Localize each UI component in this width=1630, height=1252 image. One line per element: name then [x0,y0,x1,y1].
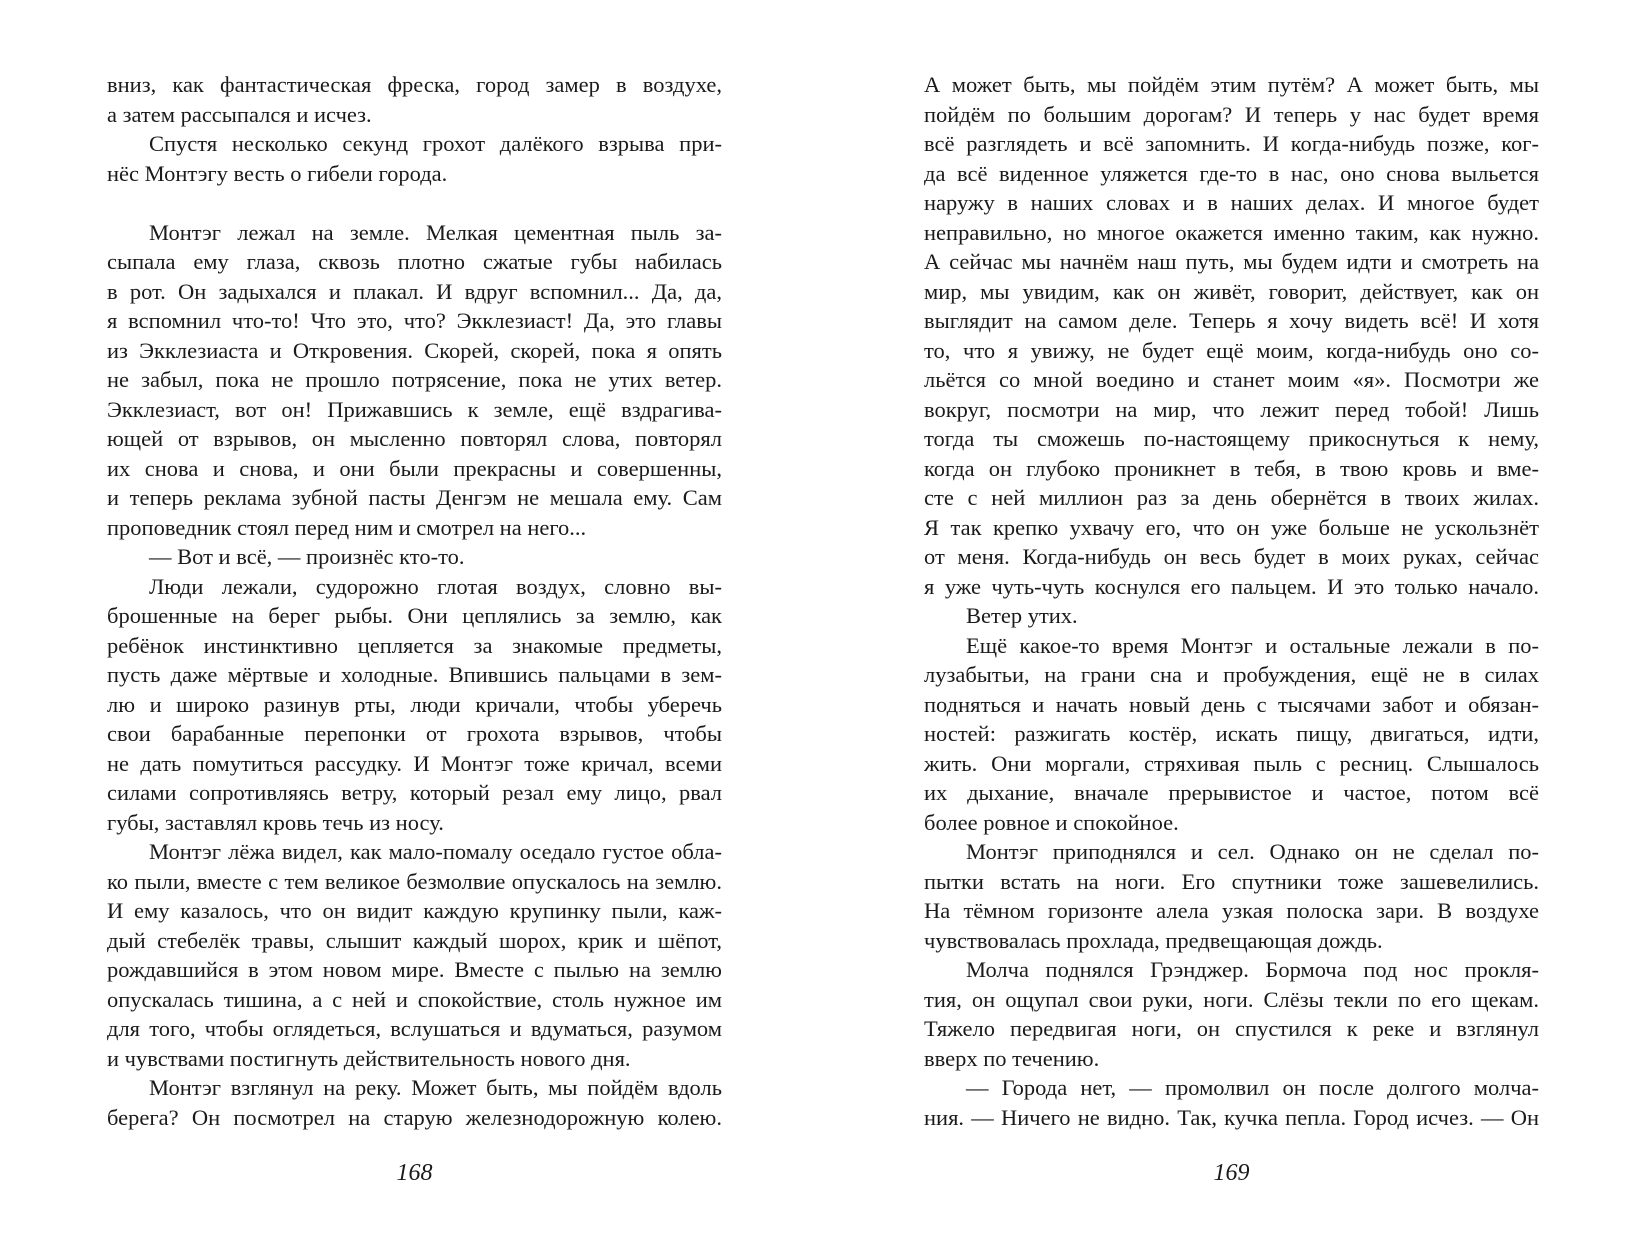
text-line: мир, мы увидим, как он живёт, говорит, действует, как он [924,278,1539,304]
text-line: лузабытьи, на грани сна и пробуждения, ещё не в силах [924,662,1539,687]
text-line: ния. — Ничего не видно. Так, кучка пепла. Город исчез. — Он [924,1104,1539,1130]
text-line: Спустя несколько секунд грохот далёкого взрыва при- [149,131,722,156]
right-page [924,70,1539,1190]
text-line: Монтэг лёжа видел, как мало-помалу оседало густое обла- [149,839,722,864]
text-line: да всё виденное уляжется где-то в нас, оно снова выльется [924,160,1539,186]
text-line: Ветер утих. [966,603,1078,628]
text-line: Я так крепко ухвачу его, что он уже больше не ускользнёт [924,514,1539,540]
text-line: — Вот и всё, — произнёс кто-то. [149,544,465,569]
text-line: вокруг, посмотри на мир, что лежит перед тобой! Лишь [924,396,1539,422]
text-line: я вспомнил что-то! Что это, что? Экклезиаст! Да, это главы [107,308,722,333]
page-number: 169 [1213,1160,1250,1186]
text-line: не забыл, пока не прошло потрясение, пока не утих ветер. [107,367,722,392]
text-line: из Экклезиаста и Откровения. Скорей, скорей, пока я опять [107,337,722,363]
text-line: берега? Он посмотрел на старую железнодорожную колею. [107,1104,722,1130]
text-line: а затем рассыпался и исчез. [107,101,372,127]
text-line: ко пыли, вместе с тем великое безмолвие опускалось на землю. [107,868,722,894]
section-break [107,188,722,218]
text-line: свои барабанные перепонки от грохота взрывов, чтобы [107,721,722,746]
text-line: сте с ней миллион раз за день обернётся в твоих жилах. [924,485,1539,510]
text-line: дый стебелёк травы, слышит каждый шорох, крик и шёпот, [107,927,722,953]
text-line: и чувствами постигнуть действительность нового дня. [107,1045,631,1071]
text-line: я уже чуть-чуть коснулся его пальцем. И это только начало. [924,573,1539,599]
text-line: их снова и снова, и они были прекрасны и совершенны, [107,455,722,481]
text-line: Экклезиаст, вот он! Прижавшись к земле, ещё вздрагива- [107,396,722,422]
text-line: Монтэг взглянул на реку. Может быть, мы пойдём вдоль [149,1075,722,1100]
text-line: нёс Монтэгу весть о гибели города. [107,160,448,186]
page-number: 168 [396,1160,433,1186]
text-line: пытки встать на ноги. Его спутники тоже зашевелились. [924,868,1539,894]
text-line: от меня. Когда-нибудь он весь будет в моих руках, сейчас [924,544,1539,569]
text-line: и теперь реклама зубной пасты Денгэм не мешала ему. Сам [107,485,722,510]
text-line: когда он глубоко проникнет в тебя, в твою кровь и вме- [924,455,1539,481]
text-line: тогда ты сможешь по-настоящему прикоснуться к нему, [924,426,1539,451]
text-line: — Города нет, — промолвил он после долгого молча- [966,1075,1539,1100]
text-line: губы, заставлял кровь течь из носу. [107,809,444,835]
text-line: более ровное и спокойное. [924,809,1179,835]
text-line: выглядит на самом деле. Теперь я хочу видеть всё! И хотя [924,308,1539,333]
text-line: Тяжело передвигая ноги, он спустился к реке и взглянул [924,1016,1539,1041]
text-line: для того, чтобы оглядеться, вслушаться и вдуматься, разумом [107,1016,722,1041]
text-line: тия, он ощупал свои руки, ноги. Слёзы текли по его щекам. [924,986,1539,1012]
text-line: их дыхание, вначале прерывистое и частое, потом всё [924,780,1539,805]
text-line: силами сопротивляясь ветру, который резал ему лицо, рвал [107,780,722,805]
text-line: опускалась тишина, а с ней и спокойствие, столь нужное им [107,986,722,1012]
text-line: И ему казалось, что он видит каждую крупинку пыли, каж- [107,898,722,923]
text-line: подняться и начать новый день с тысячами забот и обязан- [924,691,1539,717]
text-line: в рот. Он задыхался и плакал. И вдруг вспомнил... Да, да, [107,278,722,304]
text-line: Люди лежали, судорожно глотая воздух, словно вы- [149,573,722,599]
text-line: ностей: разжигать костёр, искать пищу, двигаться, идти, [924,721,1539,746]
text-line: А может быть, мы пойдём этим путём? А может быть, мы [924,72,1539,97]
text-line: На тёмном горизонте алела узкая полоска зари. В воздухе [924,898,1539,923]
text-line: сыпала ему глаза, сквозь плотно сжатые губы набилась [107,249,722,274]
text-line: пойдём по большим дорогам? И теперь у нас будет время [924,101,1539,127]
text-line: вниз, как фантастическая фреска, город замер в воздухе, [107,72,722,97]
text-line: чувствовалась прохлада, предвещающая дождь. [924,927,1383,953]
text-line: лю и широко разинув рты, люди кричали, чтобы уберечь [107,691,722,717]
text-line: А сейчас мы начнём наш путь, мы будем идти и смотреть на [924,249,1539,274]
left-page [107,70,722,1190]
text-line: брошенные на берег рыбы. Они цеплялись за землю, как [107,603,722,628]
text-line: ющей от взрывов, он мысленно повторял слова, повторял [107,426,722,451]
text-line: Монтэг приподнялся и сел. Однако он не сделал по- [966,839,1539,864]
text-line: Монтэг лежал на земле. Мелкая цементная пыль за- [149,219,722,245]
text-line: неправильно, но многое окажется именно таким, как нужно. [924,219,1539,245]
text-line: то, что я увижу, не будет ещё моим, когда-нибудь оно со- [924,337,1539,363]
text-line: ребёнок инстинктивно цепляется за знакомые предметы, [107,632,722,658]
text-line: всё разглядеть и всё запомнить. И когда-нибудь позже, ког- [924,131,1539,156]
text-line: проповедник стоял перед ним и смотрел на него... [107,514,587,540]
text-line: не дать помутиться рассудку. И Монтэг тоже кричал, всеми [107,750,722,776]
text-line: рождавшийся в этом новом мире. Вместе с пылью на землю [107,957,722,982]
text-line: льётся со мной воедино и станет моим «я». Посмотри же [924,367,1539,392]
text-line: пусть даже мёртвые и холодные. Впившись пальцами в зем- [107,662,722,687]
text-line: вверх по течению. [924,1045,1100,1071]
text-line: Ещё какое-то время Монтэг и остальные лежали в по- [966,632,1539,658]
text-line: жить. Они моргали, стряхивая пыль с ресниц. Слышалось [924,750,1539,776]
text-line: наружу в наших словах и в наших делах. И многое будет [924,190,1539,215]
text-line: Молча поднялся Грэнджер. Бормоча под нос прокля- [966,957,1539,982]
